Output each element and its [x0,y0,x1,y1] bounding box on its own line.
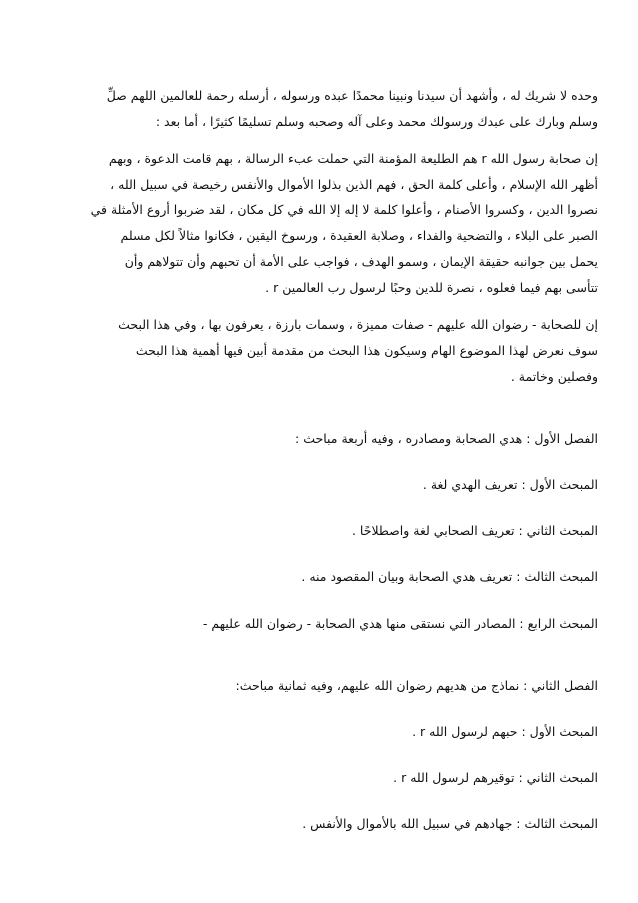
companions-line-4: الصبر على البلاء ، والتضحية والفداء ، وصلابة العقيدة ، ورسوخ اليقين ، فكانوا مثالاً لكل مسلم [120,228,598,243]
chapter-1-section-1: المبحث الأول : تعريف الهدي لغة . [422,477,598,492]
companions-line-2: أظهر الله الإسلام ، وأعلى كلمة الحق ، فهم الذين بذلوا الأموال والأنفس رخيصة في سبيل الله ، [110,177,598,192]
chapter-2-section-3: المبحث الثالث : جهادهم في سبيل الله بالأموال والأنفس . [302,816,598,831]
chapter-1-section-4: المبحث الرابع : المصادر التي نستقى منها هدي الصحابة - رضوان الله عليهم - [202,616,598,631]
research-line-2: سوف نعرض لهذا الموضوع الهام وسيكون هذا البحث من مقدمة أبين فيها أهمية هذا البحث [135,343,598,358]
chapter-1-section-2: المبحث الثاني : تعريف الصحابي لغة واصطلاحًا . [351,523,598,538]
chapter-1-title: الفصل الأول : هدي الصحابة ومصادره ، وفيه أربعة مباحث : [295,431,598,446]
chapter-2-section-2: المبحث الثاني : توقيرهم لرسول الله r . [393,770,598,785]
chapter-2-section-1: المبحث الأول : حبهم لرسول الله r . [412,724,598,739]
intro-line-1: وحده لا شريك له ، وأشهد أن سيدنا ونبينا محمدًا عبده ورسوله ، أرسله رحمة للعالمين اللهم صلِّ [106,88,598,103]
companions-line-1: إن صحابة رسول الله r هم الطليعة المؤمنة التي حملت عبء الرسالة ، بهم قامت الدعوة ، وبهم [108,151,598,166]
research-line-1: إن للصحابة - رضوان الله عليهم - صفات مميزة ، وسمات بارزة ، يعرفون بها ، وفي هذا البحث [118,317,598,332]
chapter-1-section-3: المبحث الثالث : تعريف هدي الصحابة وبيان المقصود منه . [301,569,598,584]
research-line-3: وفصلين وخاتمة . [510,369,598,384]
companions-line-5: يحمل بين جوانبه حقيقة الإيمان ، وسمو الهدف ، فواجب على الأمة أن تحبهم وأن تتولاهم وأن [124,254,598,269]
companions-line-6: تتأسى بهم فيما فعلوه ، نصرة للدين وحبًا لرسول رب العالمين r . [265,280,598,295]
companions-line-3: نصروا الدين ، وكسروا الأصنام ، وأعلوا كلمة لا إله إلا الله في كل مكان ، لقد ضربوا أروع الأمثلة في [90,202,598,217]
intro-line-2: وسلم وبارك على عبدك ورسولك محمد وعلى آله وصحبه وسلم تسليمًا كثيرًا ، أما بعد : [155,114,598,129]
chapter-2-title: الفصل الثاني : نماذج من هديهم رضوان الله عليهم، وفيه ثمانية مباحث: [235,678,598,693]
